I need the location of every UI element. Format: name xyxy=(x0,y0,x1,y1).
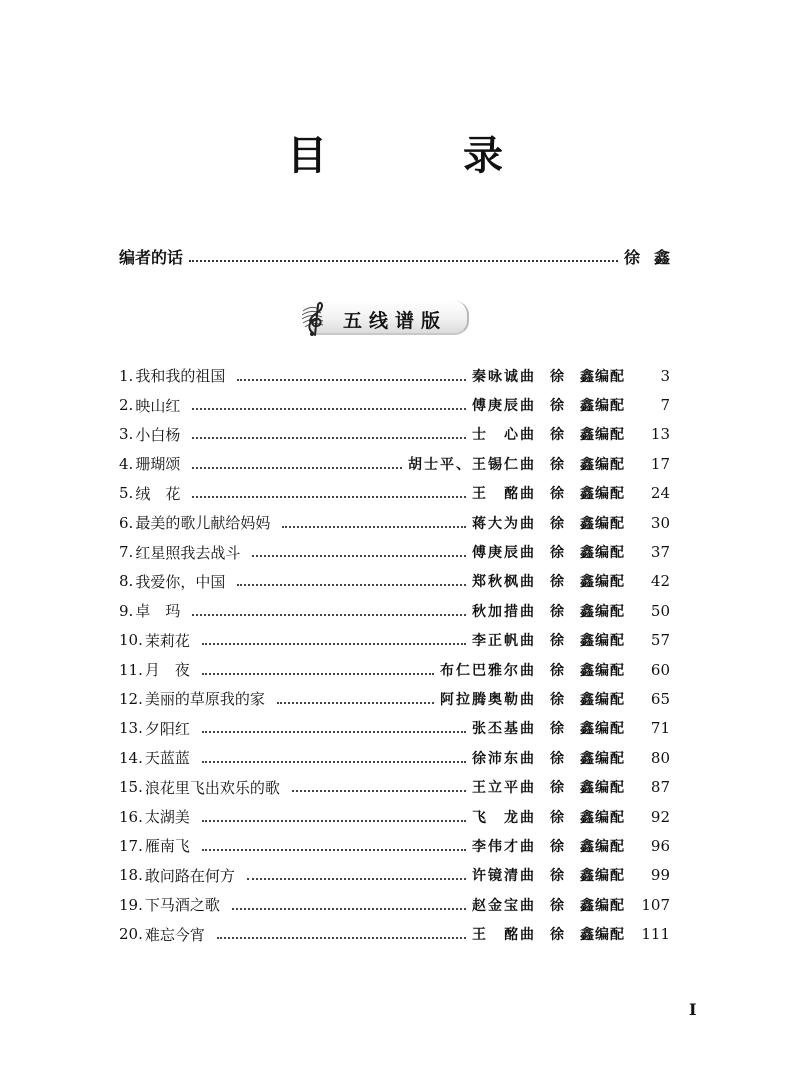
entry-number: 12. xyxy=(119,689,143,708)
entry-page: 3 xyxy=(660,366,670,385)
entry-title: 浪花里飞出欢乐的歌 xyxy=(144,778,280,797)
entry-number: 10. xyxy=(119,631,143,650)
entry-number: 19. xyxy=(119,895,143,914)
dot-leader xyxy=(202,753,466,763)
entry-number: 18. xyxy=(119,866,143,885)
entry-page: 99 xyxy=(650,866,670,885)
dot-leader xyxy=(202,812,466,822)
toc-entry[interactable] xyxy=(119,479,670,508)
entry-page: 30 xyxy=(650,513,670,532)
entry-title: 卓 玛 xyxy=(135,602,181,621)
entry-title: 我爱你，中国 xyxy=(135,572,226,591)
entry-page: 60 xyxy=(650,660,670,679)
entry-arranger: 徐 鑫编配 xyxy=(550,927,625,944)
dot-leader xyxy=(292,782,466,792)
entry-page: 71 xyxy=(650,719,670,738)
entry-composer: 秦咏诚曲 xyxy=(472,368,536,385)
entry-title: 最美的歌儿献给妈妈 xyxy=(135,514,271,533)
page-title: 目 录 xyxy=(287,132,551,179)
page-number: I xyxy=(689,1000,697,1019)
entry-title: 映山红 xyxy=(135,396,181,415)
dot-leader xyxy=(252,547,466,557)
toc-entry[interactable] xyxy=(119,831,670,860)
entry-title: 下马酒之歌 xyxy=(144,896,220,915)
entry-title: 茉莉花 xyxy=(144,631,190,650)
entry-number: 2. xyxy=(119,396,134,415)
entry-arranger: 徐 鑫编配 xyxy=(550,515,625,532)
entry-title: 难忘今宵 xyxy=(144,925,205,944)
entry-title: 绒 花 xyxy=(135,484,181,503)
entry-composer: 蒋大为曲 xyxy=(472,515,536,532)
dot-leader xyxy=(202,841,466,851)
entry-page: 37 xyxy=(650,543,670,562)
entry-composer: 王立平曲 xyxy=(472,780,536,797)
entry-title: 美丽的草原我的家 xyxy=(144,690,265,709)
entry-page: 13 xyxy=(650,425,670,444)
entry-number: 13. xyxy=(119,719,143,738)
entry-arranger: 徐 鑫编配 xyxy=(550,427,625,444)
section-label: 五线谱版 xyxy=(343,310,448,332)
entry-number: 4. xyxy=(119,454,134,473)
entry-composer: 王 酩曲 xyxy=(472,486,536,503)
entry-number: 17. xyxy=(119,836,143,855)
entry-title: 红星照我去战斗 xyxy=(135,543,241,562)
entry-page: 80 xyxy=(650,748,670,767)
entry-page: 111 xyxy=(641,925,670,944)
entry-title: 雁南飞 xyxy=(144,837,190,856)
entry-page: 87 xyxy=(650,778,670,797)
dot-leader xyxy=(237,371,466,381)
entry-composer: 许镜清曲 xyxy=(472,868,536,885)
preface-entry[interactable] xyxy=(119,244,684,268)
entry-page: 17 xyxy=(650,454,670,473)
toc-entry[interactable] xyxy=(119,626,670,655)
toc-entry[interactable] xyxy=(119,508,670,537)
entry-number: 20. xyxy=(119,925,143,944)
entry-arranger: 徐 鑫编配 xyxy=(550,456,625,473)
toc-entry[interactable] xyxy=(119,420,670,449)
entry-page: 96 xyxy=(650,836,670,855)
entry-arranger: 徐 鑫编配 xyxy=(550,486,625,503)
entry-title: 敢问路在何方 xyxy=(144,866,235,885)
entry-composer: 傅庚辰曲 xyxy=(472,545,536,562)
entry-composer: 李正帆曲 xyxy=(472,633,536,650)
entry-number: 7. xyxy=(119,543,134,562)
entry-composer: 傅庚辰曲 xyxy=(472,398,536,415)
entry-arranger: 徐 鑫编配 xyxy=(550,809,625,826)
entry-number: 14. xyxy=(119,748,143,767)
entry-arranger: 徐 鑫编配 xyxy=(550,574,625,591)
entry-arranger: 徐 鑫编配 xyxy=(550,868,625,885)
entry-arranger: 徐 鑫编配 xyxy=(550,398,625,415)
toc-entry[interactable] xyxy=(119,890,670,919)
dot-leader xyxy=(247,870,466,880)
toc-entry[interactable] xyxy=(119,919,670,948)
entry-page: 107 xyxy=(641,895,670,914)
entry-number: 11. xyxy=(119,660,143,679)
entry-page: 7 xyxy=(660,396,670,415)
toc-entry[interactable] xyxy=(119,684,670,713)
entry-title: 小白杨 xyxy=(135,425,181,444)
entry-composer: 飞 龙曲 xyxy=(472,809,536,826)
entry-composer: 张丕基曲 xyxy=(472,721,536,738)
preface-label: 编者的话 xyxy=(119,247,184,267)
dot-leader xyxy=(237,576,466,586)
entry-arranger: 徐 鑫编配 xyxy=(550,897,625,914)
entry-number: 8. xyxy=(119,572,134,591)
entry-number: 1. xyxy=(119,366,134,385)
entry-title: 珊瑚颂 xyxy=(135,455,181,474)
entry-arranger: 徐 鑫编配 xyxy=(550,838,625,855)
entry-page: 24 xyxy=(650,484,670,503)
dot-leader xyxy=(192,606,466,616)
toc-entry[interactable] xyxy=(119,596,670,625)
entry-title: 我和我的祖国 xyxy=(135,367,226,386)
dot-leader xyxy=(192,488,466,498)
dot-leader xyxy=(192,400,466,410)
entry-composer: 士 心曲 xyxy=(472,427,536,444)
toc-entry[interactable] xyxy=(119,772,670,801)
entry-composer: 赵金宝曲 xyxy=(472,897,536,914)
entry-number: 9. xyxy=(119,601,134,620)
dot-leader xyxy=(217,929,466,939)
entry-arranger: 徐 鑫编配 xyxy=(550,721,625,738)
entry-composer: 胡士平、王锡仁曲 xyxy=(408,456,536,473)
entry-composer: 徐沛东曲 xyxy=(472,750,536,767)
entry-page: 42 xyxy=(650,572,670,591)
preface-author: 徐鑫 xyxy=(623,247,684,267)
entry-arranger: 徐 鑫编配 xyxy=(550,750,625,767)
dot-leader xyxy=(277,694,434,704)
toc-list xyxy=(119,361,670,949)
entry-composer: 布仁巴雅尔曲 xyxy=(440,662,536,679)
entry-arranger: 徐 鑫编配 xyxy=(550,545,625,562)
dot-leader xyxy=(192,429,466,439)
entry-arranger: 徐 鑫编配 xyxy=(550,603,625,620)
dot-leader xyxy=(202,723,466,733)
toc-entry[interactable] xyxy=(119,861,670,890)
treble-clef-icon xyxy=(297,299,337,339)
entry-composer: 阿拉腾奥勒曲 xyxy=(440,691,536,708)
entry-page: 92 xyxy=(650,807,670,826)
dot-leader xyxy=(202,635,466,645)
entry-title: 太湖美 xyxy=(144,808,190,827)
entry-number: 6. xyxy=(119,513,134,532)
entry-composer: 王 酩曲 xyxy=(472,927,536,944)
toc-entry[interactable] xyxy=(119,390,670,419)
toc-entry[interactable] xyxy=(119,449,670,478)
entry-number: 5. xyxy=(119,484,134,503)
entry-arranger: 徐 鑫编配 xyxy=(550,780,625,797)
toc-entry[interactable] xyxy=(119,655,670,684)
dot-leader xyxy=(282,518,466,528)
entry-page: 57 xyxy=(650,631,670,650)
toc-entry[interactable] xyxy=(119,802,670,831)
toc-entry[interactable] xyxy=(119,567,670,596)
dot-leader xyxy=(192,459,402,469)
toc-entry[interactable] xyxy=(119,537,670,566)
entry-composer: 秋加措曲 xyxy=(472,603,536,620)
toc-entry[interactable] xyxy=(119,361,670,390)
toc-entry[interactable] xyxy=(119,714,670,743)
entry-composer: 李伟才曲 xyxy=(472,838,536,855)
entry-arranger: 徐 鑫编配 xyxy=(550,662,625,679)
entry-page: 65 xyxy=(650,689,670,708)
entry-arranger: 徐 鑫编配 xyxy=(550,368,625,385)
entry-arranger: 徐 鑫编配 xyxy=(550,691,625,708)
entry-title: 月 夜 xyxy=(144,661,190,680)
dot-leader xyxy=(202,665,434,675)
entry-title: 夕阳红 xyxy=(144,719,190,738)
toc-entry[interactable] xyxy=(119,743,670,772)
entry-number: 16. xyxy=(119,807,143,826)
section-banner xyxy=(297,299,473,339)
entry-number: 3. xyxy=(119,425,134,444)
entry-arranger: 徐 鑫编配 xyxy=(550,633,625,650)
dot-leader xyxy=(232,900,466,910)
dot-leader xyxy=(189,251,618,262)
entry-composer: 郑秋枫曲 xyxy=(472,574,536,591)
entry-page: 50 xyxy=(650,601,670,620)
entry-number: 15. xyxy=(119,778,143,797)
entry-title: 天蓝蓝 xyxy=(144,749,190,768)
